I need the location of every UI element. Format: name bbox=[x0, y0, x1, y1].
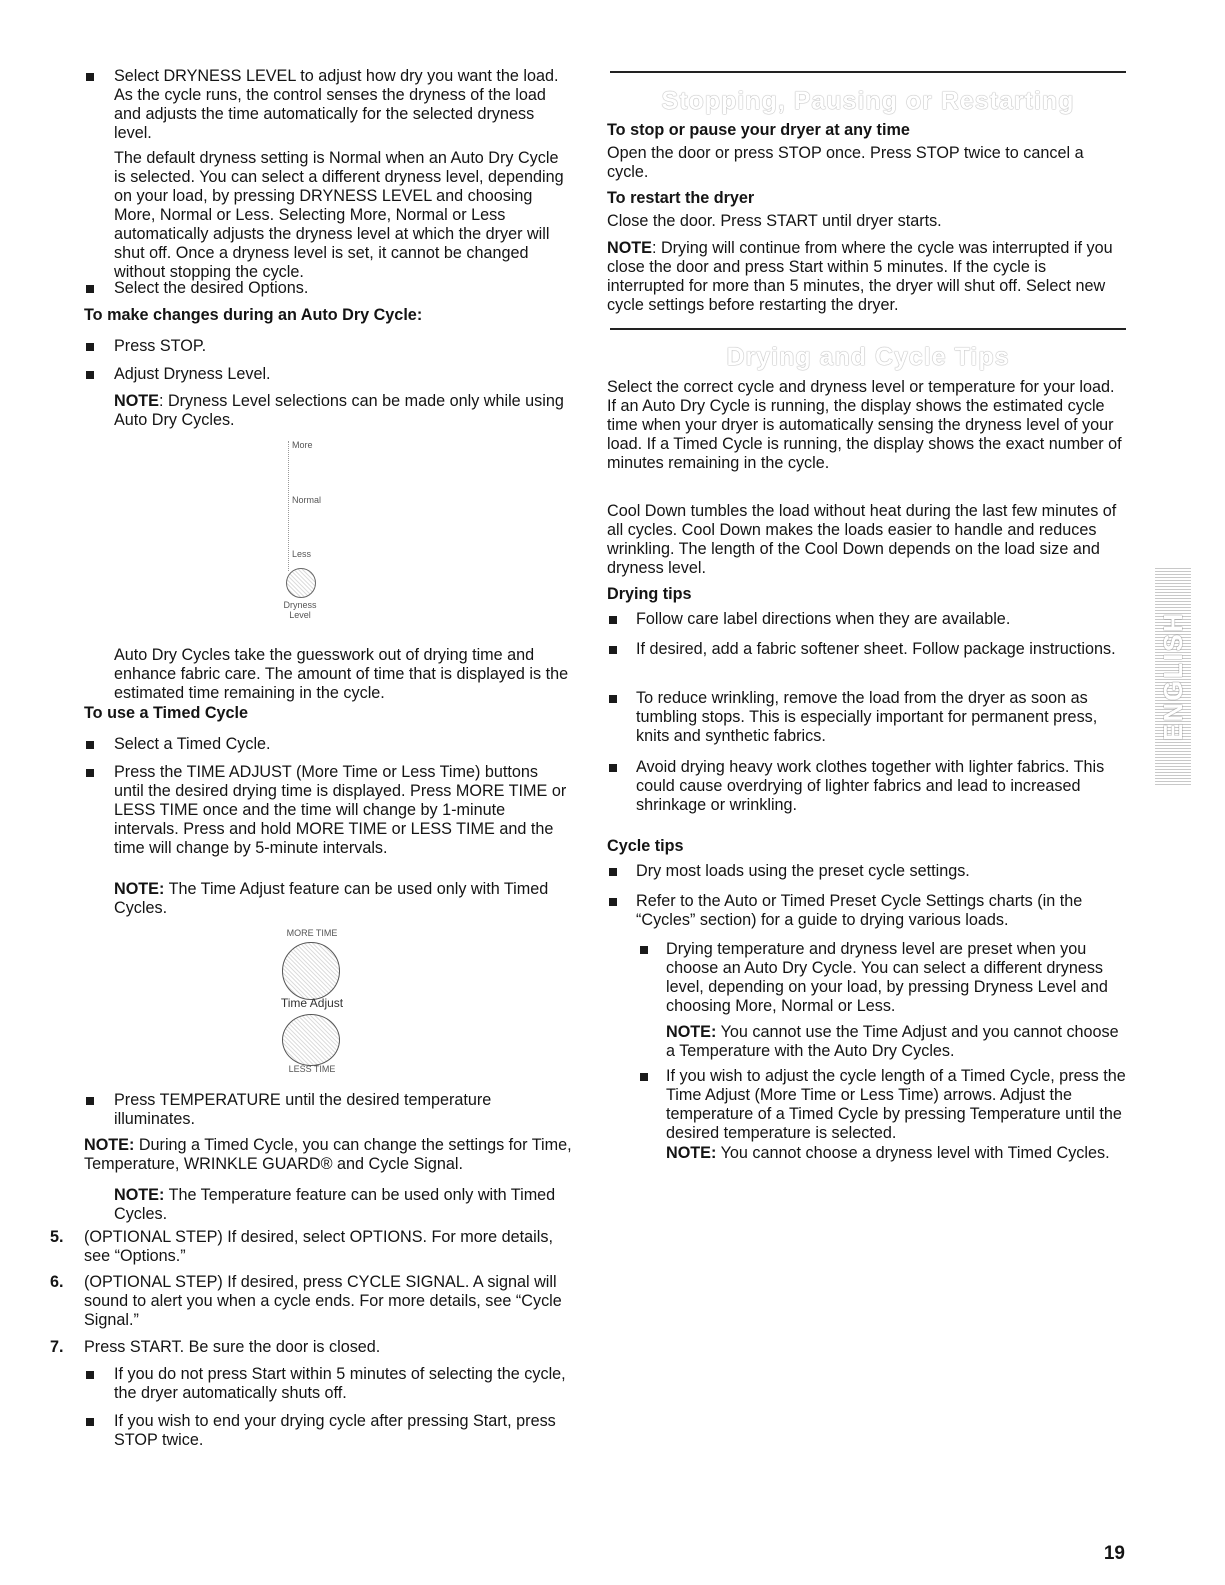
note-label: NOTE: bbox=[114, 880, 165, 898]
bullet bbox=[86, 1097, 94, 1105]
paragraph: Press TEMPERATURE until the desired temperature illuminates. bbox=[114, 1091, 492, 1128]
paragraph: If you wish to adjust the cycle length of a Timed Cycle, press the Time Adjust (More Time or Less Time) arrows. Adjust the temperature of a Timed Cycle by pressing Temperature until the desired temperature is selected. bbox=[666, 1067, 1126, 1142]
note-text: During a Timed Cycle, you can change the settings for Time, Temperature, WRINKLE GUARD® and Cycle Signal. bbox=[84, 1136, 572, 1173]
section-divider bbox=[610, 328, 1126, 330]
paragraph: Open the door or press STOP once. Press STOP twice to cancel a cycle. bbox=[607, 144, 1084, 181]
less-time-label: LESS TIME bbox=[288, 1064, 336, 1074]
paragraph: If you wish to end your drying cycle after pressing Start, press STOP twice. bbox=[114, 1412, 556, 1449]
step-number: 6. bbox=[50, 1273, 64, 1291]
note-text: You cannot choose a dryness level with Timed Cycles. bbox=[716, 1144, 1110, 1162]
dryness-button-label: Dryness Level bbox=[283, 600, 317, 620]
bullet bbox=[86, 73, 94, 81]
paragraph: The default dryness setting is Normal when an Auto Dry Cycle is selected. You can select a different dryness level, depending on your load, by pressing DRYNESS LEVEL and choosing More, Normal or Less. Selecting More, Normal or Less automatically adjusts the dryness level at which the dryer will shut off. Once a dryness level is set, it cannot be changed without stopping the cycle. bbox=[114, 149, 564, 281]
bullet bbox=[86, 343, 94, 351]
note-label: NOTE bbox=[114, 392, 159, 410]
step-number: 7. bbox=[50, 1338, 64, 1356]
side-tab-label: ENGLISH bbox=[1158, 611, 1188, 741]
time-adjust-illustration bbox=[262, 926, 362, 1076]
paragraph: Cool Down tumbles the load without heat during the last few minutes of all cycles. Cool Down makes the loads easier to handle and reduces wrinkling. The length of the Cool Down depends on the load size and dryness level. bbox=[607, 502, 1117, 577]
paragraph: Refer to the Auto or Timed Preset Cycle Settings charts (in the “Cycles” section) for a guide to drying various loads. bbox=[636, 892, 1083, 929]
bullet bbox=[609, 695, 617, 703]
bullet bbox=[86, 371, 94, 379]
paragraph: Close the door. Press START until dryer starts. bbox=[607, 212, 942, 230]
more-time-label: MORE TIME bbox=[286, 928, 338, 938]
note-text: : Dryness Level selections can be made only while using Auto Dry Cycles. bbox=[114, 392, 564, 429]
section-title: Drying and Cycle Tips bbox=[726, 343, 1010, 371]
more-label: More bbox=[292, 440, 313, 450]
bullet bbox=[86, 1418, 94, 1426]
subheading: Drying tips bbox=[607, 585, 692, 603]
paragraph: Adjust Dryness Level. bbox=[114, 365, 271, 383]
section-divider bbox=[610, 71, 1126, 73]
dryness-level-button[interactable] bbox=[286, 568, 316, 598]
paragraph: If desired, add a fabric softener sheet. Follow package instructions. bbox=[636, 640, 1116, 658]
paragraph: Select the correct cycle and dryness level or temperature for your load. If an Auto Dry Cycle is running, the display shows the estimated cycle time when your dryer is automatically sensing the dryness level of your load. If a Timed Cycle is running, the display shows the exact number of minutes remaining in the cycle. bbox=[607, 378, 1122, 472]
paragraph: If you do not press Start within 5 minutes of selecting the cycle, the dryer automatically shuts off. bbox=[114, 1365, 566, 1402]
section-title: Stopping, Pausing or Restarting bbox=[661, 87, 1075, 115]
note-label: NOTE: bbox=[666, 1144, 717, 1162]
normal-label: Normal bbox=[292, 495, 322, 505]
bullet bbox=[640, 946, 648, 954]
note bbox=[114, 392, 569, 430]
more-time-button[interactable] bbox=[282, 942, 340, 1000]
note-text: You cannot use the Time Adjust and you cannot choose a Temperature with the Auto Dry Cycles. bbox=[666, 1023, 1119, 1060]
indicator-line bbox=[288, 441, 290, 571]
note-text: : Drying will continue from where the cycle was interrupted if you close the door and press Start within 5 minutes. If the cycle is interrupted for more than 5 minutes, the dryer will shut off. Select new cycle settings before restarting the dryer. bbox=[607, 239, 1113, 314]
bullet bbox=[609, 898, 617, 906]
step-text: Press START. Be sure the door is closed. bbox=[84, 1338, 381, 1356]
step-text: (OPTIONAL STEP) If desired, select OPTIONS. For more details, see “Options.” bbox=[84, 1228, 553, 1265]
time-adjust-label: Time Adjust bbox=[280, 996, 344, 1010]
note bbox=[114, 880, 569, 918]
less-label: Less bbox=[292, 549, 312, 559]
paragraph: Auto Dry Cycles take the guesswork out of drying time and enhance fabric care. The amount of time that is displayed is the estimated time remaining in the cycle. bbox=[114, 646, 569, 702]
note bbox=[666, 1144, 1126, 1163]
note-label: NOTE: bbox=[84, 1136, 135, 1154]
paragraph: Avoid drying heavy work clothes together with lighter fabrics. This could cause overdrying of lighter fabrics and lead to increased shrinkage or wrinkling. bbox=[636, 758, 1105, 814]
paragraph: Select the desired Options. bbox=[114, 279, 309, 297]
section-heading: To make changes during an Auto Dry Cycle: bbox=[84, 306, 423, 324]
paragraph: Drying temperature and dryness level are preset when you choose an Auto Dry Cycle. You can select a different dryness level, depending on your load, by pressing Dryness Level and choosing More, Normal or Less. bbox=[666, 940, 1108, 1015]
paragraph: Select DRYNESS LEVEL to adjust how dry you want the load. As the cycle runs, the control senses the dryness of the load and adjusts the time automatically for the selected dryness level. bbox=[114, 67, 559, 142]
step-text: (OPTIONAL STEP) If desired, press CYCLE SIGNAL. A signal will sound to alert you when a cycle ends. For more details, see “Cycle Signal.” bbox=[84, 1273, 562, 1329]
paragraph: To reduce wrinkling, remove the load from the dryer as soon as tumbling stops. This is especially important for permanent press, knits and synthetic fabrics. bbox=[636, 689, 1098, 745]
subheading: Cycle tips bbox=[607, 837, 684, 855]
paragraph: Select a Timed Cycle. bbox=[114, 735, 271, 753]
bullet bbox=[609, 868, 617, 876]
section-heading: To use a Timed Cycle bbox=[84, 704, 249, 722]
note bbox=[114, 1186, 569, 1224]
subheading: To restart the dryer bbox=[607, 189, 755, 207]
note-label: NOTE bbox=[607, 239, 652, 257]
bullet bbox=[609, 764, 617, 772]
note-label: NOTE: bbox=[114, 1186, 165, 1204]
note bbox=[607, 239, 1127, 315]
bullet bbox=[86, 1371, 94, 1379]
paragraph: Press the TIME ADJUST (More Time or Less Time) buttons until the desired drying time is displayed. Press MORE TIME or LESS TIME once and the time will change by 1-minute intervals. Press and hold MORE TIME or LESS TIME and the time will change by 5-minute intervals. bbox=[114, 763, 567, 857]
note-text: The Time Adjust feature can be used only with Timed Cycles. bbox=[114, 880, 549, 917]
step-number: 5. bbox=[50, 1228, 64, 1246]
dryness-level-illustration bbox=[270, 437, 350, 627]
bullet bbox=[86, 769, 94, 777]
bullet bbox=[640, 1073, 648, 1081]
paragraph: Press STOP. bbox=[114, 337, 207, 355]
bullet bbox=[609, 616, 617, 624]
note bbox=[84, 1136, 574, 1174]
note bbox=[666, 1023, 1126, 1061]
subheading: To stop or pause your dryer at any time bbox=[607, 121, 910, 139]
paragraph: Follow care label directions when they are available. bbox=[636, 610, 1011, 628]
bullet bbox=[86, 741, 94, 749]
bullet bbox=[609, 646, 617, 654]
note-text: The Temperature feature can be used only with Timed Cycles. bbox=[114, 1186, 556, 1223]
less-time-button[interactable] bbox=[282, 1014, 340, 1066]
bullet bbox=[86, 285, 94, 293]
note-label: NOTE: bbox=[666, 1023, 717, 1041]
paragraph: Dry most loads using the preset cycle settings. bbox=[636, 862, 970, 880]
page-number: 19 bbox=[1103, 1543, 1125, 1564]
